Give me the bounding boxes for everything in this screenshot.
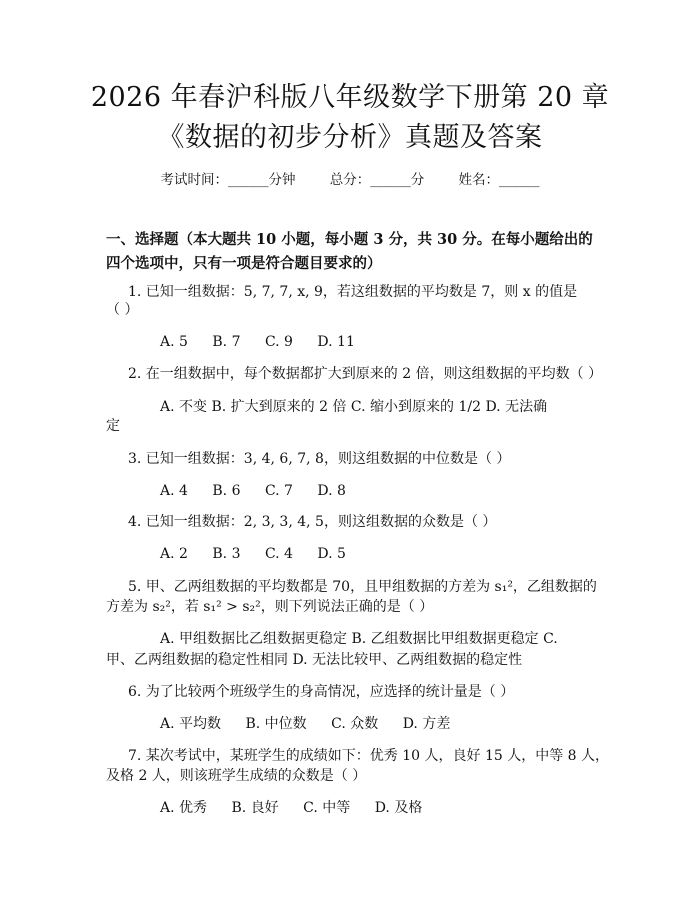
question-2-text: 2. 在一组数据中，每个数据都扩大到原来的 2 倍，则这组数据的平均数（ ） [128,366,603,382]
q7-option-b: B. 良好 [231,800,279,816]
q3-option-c: C. 7 [264,483,293,499]
section-1-heading: 一、选择题（本大题共 10 小题，每小题 3 分，共 30 分。在每小题给出的四个选项中，只有一项是符合题目要求的） [106,231,593,272]
q3-option-a: A. 4 [160,483,188,499]
q6-option-a: A. 平均数 [160,716,222,732]
student-name-field: 姓名：______ [458,172,540,188]
q6-option-c: C. 众数 [331,716,379,732]
question-6-text: 6. 为了比较两个班级学生的身高情况，应选择的统计量是（ ） [128,684,515,700]
q3-option-b: B. 6 [212,483,241,499]
question-4-text: 4. 已知一组数据：2, 3, 3, 4, 5，则这组数据的众数是（ ） [128,514,497,530]
exam-meta [0,168,700,188]
question-2-options-cont: 定 [106,418,120,434]
q1-option-d: D. 11 [317,334,355,350]
q4-option-c: C. 4 [264,546,293,562]
question-2-options: A. 不变 B. 扩大到原来的 2 倍 C. 缩小到原来的 1/2 D. 无法确 [160,399,548,415]
exam-time-field: 考试时间：______分钟 [160,172,296,188]
question-1-text: 1. 已知一组数据：5, 7, 7, x, 9，若这组数据的平均数是 7，则 x 的值是 [128,284,578,300]
total-score-field: 总分：______分 [329,172,425,188]
q6-option-d: D. 方差 [402,716,451,732]
q4-option-b: B. 3 [212,546,241,562]
question-5-options: A. 甲组数据比乙组数据更稳定 B. 乙组数据比甲组数据更稳定 C. [160,631,558,647]
question-1-options [160,332,355,352]
q1-option-b: B. 7 [212,334,241,350]
question-1-text-cont: （ ） [106,302,139,318]
question-7-options [160,798,422,818]
q7-option-d: D. 及格 [374,800,423,816]
q4-option-d: D. 5 [317,546,346,562]
q6-option-b: B. 中位数 [245,716,307,732]
question-5-options-cont: 甲、乙两组数据的稳定性相同 D. 无法比较甲、乙两组数据的稳定性 [106,652,523,668]
question-3-options [160,481,346,501]
q7-option-c: C. 中等 [303,800,351,816]
q4-option-a: A. 2 [160,546,188,562]
question-5-text-cont: 方差为 s₂²，若 s₁² > s₂²，则下列说法正确的是（ ） [106,599,434,615]
page-title-line-1: 2026 年春沪科版八年级数学下册第 20 章 [90,82,610,113]
q1-option-c: C. 9 [264,334,293,350]
question-3-text: 3. 已知一组数据：3, 4, 6, 7, 8，则这组数据的中位数是（ ） [128,451,511,467]
question-7-text-cont: 及格 2 人，则该班学生成绩的众数是（ ） [106,768,367,784]
question-7-text: 7. 某次考试中，某班学生的成绩如下：优秀 10 人，良好 15 人，中等 8 人， [128,748,610,764]
question-5-text: 5. 甲、乙两组数据的平均数都是 70，且甲组数据的方差为 s₁²，乙组数据的 [128,579,597,595]
page-title-line-2: 《数据的初步分析》真题及答案 [157,122,543,153]
q1-option-a: A. 5 [160,334,188,350]
question-6-options [160,714,450,734]
question-4-options [160,544,346,564]
q7-option-a: A. 优秀 [160,800,208,816]
q3-option-d: D. 8 [317,483,346,499]
